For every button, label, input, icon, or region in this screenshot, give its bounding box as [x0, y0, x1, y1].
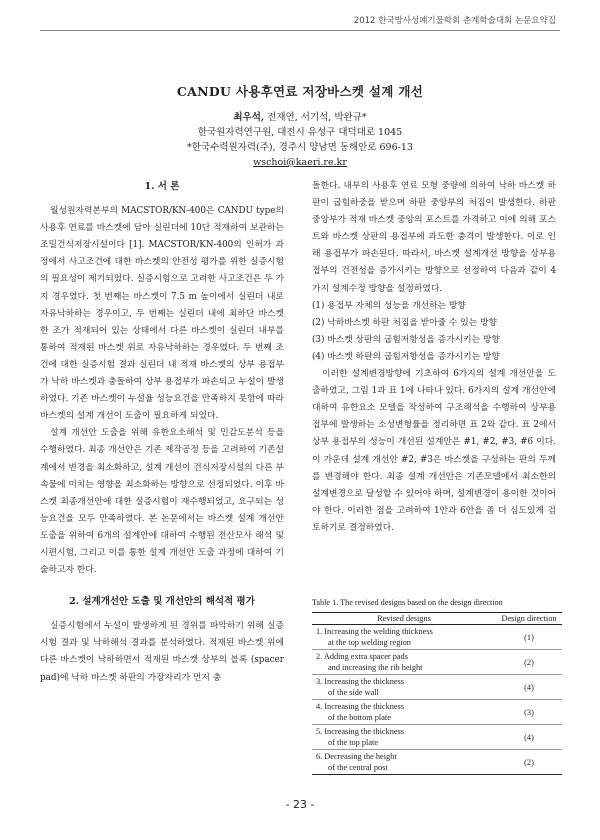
design-cell [312, 750, 496, 775]
table-row [312, 650, 562, 675]
design-cell [312, 650, 496, 675]
design-line: 4. Increasing the thickness [316, 702, 405, 711]
author-names [0, 110, 600, 125]
paper-title: CANDU 사용후연료 저장바스켓 설계 개선 [176, 84, 424, 99]
co-authors: 전재연, 서기석, 박완규* [264, 112, 367, 123]
direction-cell: (2) [496, 650, 562, 675]
design-cell [312, 700, 496, 725]
author-block [0, 110, 600, 170]
table-row [312, 750, 562, 775]
affiliation-2: *한국수력원자력(주), 경주시 양남면 동해안로 696-13 [187, 142, 413, 153]
conference-header: 2012 한국방사성폐기물학회 춘계학술대회 논문요약집 [353, 16, 556, 26]
design-cell [312, 625, 496, 650]
header-design-direction: Design direction [496, 613, 562, 625]
section-1-paragraph-1: 월성원자력본부의 MACSTOR/KN-400은 CANDU type의 사용후 연료를 바스켓에 담아 실린더에 10단 적재하여 보관하는 조밀건식저장시설이다 [1]. MACSTOR/KN-400의 인허가 과정에서 사고조건에 대한 바스켓의 안전성 평가를 위한 실증시험의 필요성이 제기되었다. 실증시험으로 고려한 사고조건은 두 가지 경우였다. 첫 번째는 바스켓이 7.5 m 높이에서 실린더 내로 자유낙하하는 경우이고, 두 번째는 실린더 내에 최하단 바스켓 한 조가 적재되어 있는 상태에서 다른 바스켓이 실린더 내부를 통하여 적재된 바스켓 위로 자유낙하하는 경우였다. 두 번째 조건에 대한 실증시험 결과 실린더 내 적재 바스켓의 상부 용접부가 낙하 바스켓과 충돌하여 상부 용접부가 파손되고 누설이 발생하였다. 기존 바스켓이 누설율 성능요건을 만족하지 못함에 따라 바스켓의 설계 개선이 도출이 필요하게 되었다. [40, 206, 284, 422]
direction-cell: (1) [496, 625, 562, 650]
table-1-caption: Table 1. The revised designs based on the design direction [312, 598, 503, 607]
page-number: - 23 - [285, 798, 315, 811]
right-column [312, 178, 556, 537]
section-1-paragraph-2: 설계 개선안 도출을 위해 유한요소해석 및 민감도분석 등을 수행하였다. 최종 개선안은 기존 제작공정 등을 고려하여 기존설계에서 변경을 최소화하고, 설계 개선이 건식저장시설의 다른 부속물에 미치는 영향을 최소화하는 방향으로 선정되었다. 이후 바스켓 최종개선안에 대한 실증시험이 재수행되었고, 요구되는 성능요건을 모두 만족하였다. 본 논문에서는 바스켓 설계 개선안 도출을 위하여 6개의 설계안에 대하여 수행된 전산모사 해석 및 시편시험, 그리고 이를 통한 설계 개선안 도출 과정에 대하여 기술하고자 한다. [40, 428, 284, 576]
design-line: 6. Decreasing the height [316, 752, 397, 761]
direction-list-item: (2) 낙하바스켓 하판 처짐을 받아줄 수 있는 방향 [312, 317, 497, 328]
design-line: 2. Adding extra spacer pads [316, 652, 408, 661]
right-paragraph-2: 이러한 설계변경방향에 기초하여 6가지의 설계 개선안을 도출하였고, 그림 1과 표 1에 나타나 있다. 6가지의 설계 개선안에 대하여 유한요소 모델을 작성하여 구조해석을 수행하여 상부용접부에 발생하는 소성변형률을 정리하면 표 2와 같다. 표 2에서 상부 용접부의 성능이 개선된 설계안은 #1, #2, #3, #6 이다. 이 가운데 설계 개선안 #2, #3은 바스켓을 구성하는 판의 두께를 변경해야 한다. 최종 설계 개선안은 기존모델에서 최소한의 설계변경으로 달성할 수 있어야 하며, 설계변경이 용이한 것이어야 한다. 이러한 점을 고려하여 1안과 6안을 좀 더 심도있게 검토하기로 결정하였다. [312, 369, 556, 533]
direction-cell: (3) [496, 700, 562, 725]
header-divider [40, 30, 560, 31]
design-cell [312, 725, 496, 750]
design-line: 5. Increasing the thickness [316, 727, 405, 736]
direction-cell: (4) [496, 725, 562, 750]
design-line: 1. Increasing the welding thickness [316, 627, 433, 636]
left-column [40, 178, 284, 687]
direction-cell: (4) [496, 675, 562, 700]
direction-cell: (2) [496, 750, 562, 775]
design-line: and increasing the rib height [328, 663, 423, 672]
section-1-title: 1. 서 론 [144, 181, 180, 192]
table-row [312, 625, 562, 650]
revised-designs-table [312, 612, 562, 775]
design-cell [312, 675, 496, 700]
design-line: of the top plate [328, 738, 378, 747]
section-2-title: 2. 설계개선안 도출 및 개선안의 해석적 평가 [69, 596, 255, 608]
table-row [312, 725, 562, 750]
direction-list-item: (1) 용접부 자체의 성능을 개선하는 방향 [312, 300, 466, 311]
table-row [312, 675, 562, 700]
table-header-row [312, 613, 562, 625]
right-paragraph-1: 돌한다. 내부의 사용후 연료 모형 중량에 의하여 낙하 바스켓 하판이 굽힘하중을 받으며 하판 중앙부의 처짐이 발생한다. 하판 중앙부가 적재 바스켓 중앙의 포스트를 가격하고 이에 의해 포스트와 바스켓 상판의 용접부에 과도한 충격이 발생한다. 이로 인해 용접부가 파손된다. 따라서, 바스켓 설계개선 방향을 상부용접부의 건전성을 증가시키는 방향으로 선정하여 다음과 같이 4 가지 설계수정 방향을 설정하였다. [312, 181, 556, 294]
author-email[interactable]: wschoi@kaeri.re.kr [253, 157, 347, 168]
section-2-paragraph-1: 실증시험에서 누설이 발생하게 된 경위를 파악하기 위해 실증시험 결과 및 낙하해석 결과를 분석하였다. 적재된 바스켓 위에 다른 바스켓이 낙하하면서 적재된 바스켓 상부의 블록 (spacer pad)에 낙하 바스켓 하판의 가장자리가 먼저 충 [40, 621, 284, 683]
design-line: of the side wall [328, 688, 379, 697]
direction-list-item: (4) 바스켓 하판의 굽힘저항성을 증가시키는 방향 [312, 351, 500, 362]
affiliation-1: 한국원자력연구원, 대전시 유성구 대덕대로 1045 [197, 127, 403, 138]
design-line: 3. Increasing the thickness [316, 677, 405, 686]
table-row [312, 700, 562, 725]
header-revised-designs: Revised designs [312, 613, 496, 625]
lead-author: 최우석, [233, 112, 265, 123]
direction-list-item: (3) 바스켓 상판의 굽힘저항성을 증가시키는 방향 [312, 334, 500, 345]
design-line: of the central post [328, 763, 388, 772]
design-line: of the bottom plate [328, 713, 391, 722]
design-line: at the top welding region [328, 638, 411, 647]
